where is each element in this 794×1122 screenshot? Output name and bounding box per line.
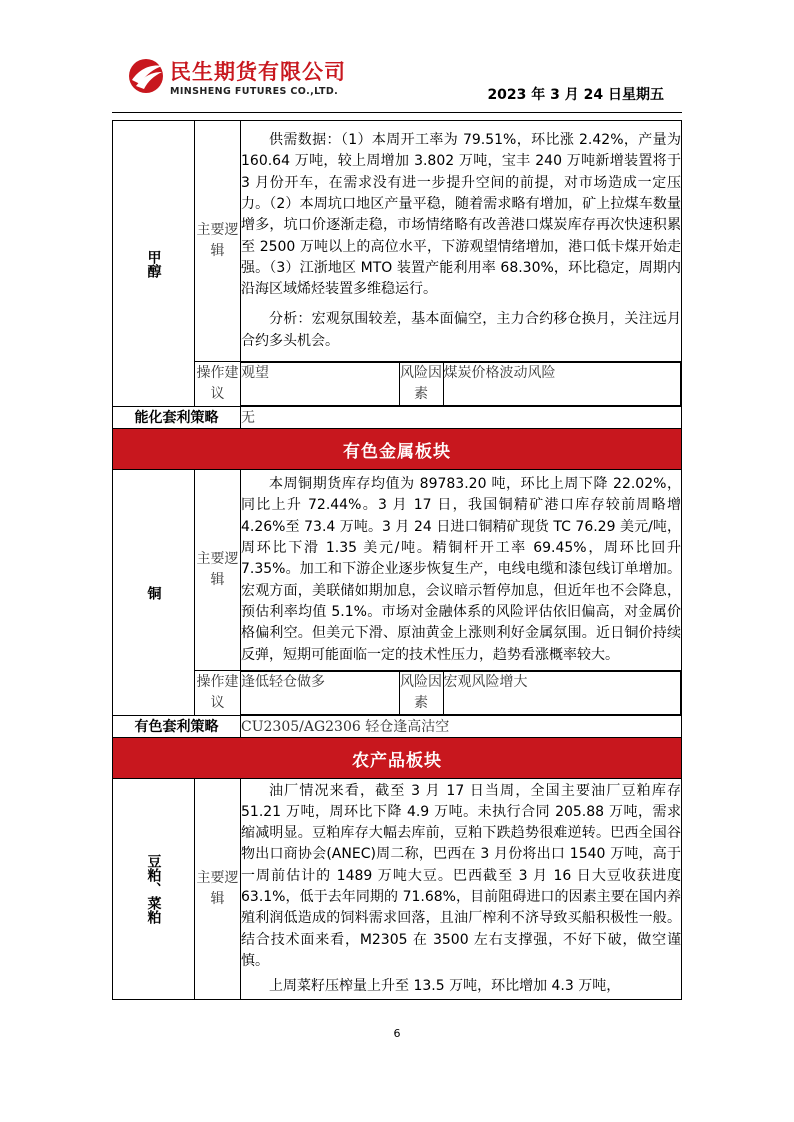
meal-logic-text [241,779,682,1000]
energy-arb-value: 无 [241,407,682,429]
copper-logic-paragraph-1: 本周铜期货库存均值为 89783.20 吨，环比上周下降 22.02%，同比上升 72.44%。3 月 17 日，我国铜精矿港口库存较前周略增 4.26%至 73.4 万吨。3 月 24 日进口铜精矿现货 TC 76.29 美元/吨，周环比下滑 1.35 美元/吨。精铜杆开工率 69.45%，周环比回升 7.35%。加工和下游企业逐步恢复生产，电线电缆和漆包线订单增加。宏观方面，美联储如期加息，会议暗示暂停加息，但近年也不会降息，预估利率均值 5.1%。市场对金融体系的风险评估依旧偏高，对金属价格偏利空。但美元下滑、原油黄金上涨则利好金属氛围。近日铜价持续反弹，短期可能面临一定的技术性压力，趋势看涨概率较大。 [241,476,681,663]
methanol-risk-label: 风险因素 [399,363,443,406]
energy-arb-label: 能化套利策略 [113,407,241,429]
methanol-op-risk-cell [241,362,682,407]
copper-risk-value: 宏观风险增大 [443,672,681,715]
methanol-op-label: 操作建议 [195,362,241,407]
copper-logic-label: 主要逻辑 [195,470,241,671]
section-agri-row [113,738,682,779]
company-name-cn: 民生期货有限公司 [170,60,346,84]
metals-arb-value: CU2305/AG2306 轻仓逢高沽空 [241,716,682,738]
company-name-en: MINSHENG FUTURES CO.,LTD. [170,86,339,97]
methanol-risk-value: 煤炭价格波动风险 [443,363,681,406]
page-number: 6 [393,1027,401,1040]
section-title-metals: 有色金属板块 [113,429,682,470]
copper-logic-row [113,470,682,671]
methanol-logic-label: 主要逻辑 [195,121,241,362]
copper-op-risk-cell [241,671,682,716]
methanol-logic-row [113,121,682,362]
strategy-table [112,120,682,1000]
commodity-name-copper: 铜 [145,585,162,600]
copper-logic-text [241,470,682,671]
meal-logic-row [113,779,682,1000]
methanol-name-cell [113,121,195,407]
minsheng-logo-icon [126,56,166,96]
meal-logic-paragraph-2: 上周菜籽压榨量上升至 13.5 万吨，环比增加 4.3 万吨， [269,978,621,995]
section-title-agri: 农产品板块 [113,738,682,779]
meal-name-cell [113,779,195,1000]
report-date: 2023 年 3 月 24 日星期五 [487,87,664,103]
copper-op-value: 逢低轻仓做多 [241,672,399,715]
copper-operation-row [113,671,682,716]
methanol-logic-text [241,121,682,362]
metals-arbitrage-row [113,716,682,738]
copper-risk-label: 风险因素 [399,672,443,715]
company-logo [126,56,366,106]
methanol-op-value: 观望 [241,363,399,406]
page-header [0,0,794,120]
energy-arbitrage-row [113,407,682,429]
metals-arb-label: 有色套利策略 [113,716,241,738]
commodity-name-methanol: 甲醇 [145,249,162,278]
methanol-logic-paragraph-2: 分析：宏观氛围较差，基本面偏空，主力合约移仓换月，关注远月合约多头机会。 [241,311,681,349]
meal-logic-paragraph-1: 油厂情况来看，截至 3 月 17 日当周，全国主要油厂豆粕库存 51.21 万吨，周环比下降 4.9 万吨。未执行合同 205.88 万吨，需求缩减明显。豆粕库存大幅去库前，豆粕下跌趋势很难逆转。巴西全国谷物出口商协会(ANEC)周二称，巴西在 3 月份将出口 1540 万吨，高于一周前估计的 1489 万吨大豆。巴西截至 3 月 16 日大豆收获进度 63.1%，低于去年同期的 71.68%，目前阻碍进口的因素主要在国内养殖利润低造成的饲料需求回落，且油厂榨利不济导致买船积极性一般。结合技术面来看，M2305 在 3500 左右支撑强，不好下破，做空谨慎。 [241,782,681,969]
methanol-operation-row [113,362,682,407]
copper-name-cell [113,470,195,716]
header-divider [112,112,682,113]
meal-logic-label: 主要逻辑 [195,779,241,1000]
commodity-name-meal: 豆粕、菜粕 [145,854,162,924]
section-metals-row [113,429,682,470]
methanol-logic-paragraph-1: 供需数据：（1）本周开工率为 79.51%，环比涨 2.42%，产量为 160.64 万吨，较上周增加 3.802 万吨，宝丰 240 万吨新增装置将于 3 月份开车，在需求没有进一步提升空间的前提，对市场造成一定压力。（2）本周坑口地区产量平稳，随着需求略有增加，矿上拉煤车数量增多，坑口价逐渐走稳，市场情绪略有改善港口煤炭库存再次快速积累至 2500 万吨以上的高位水平，下游观望情绪增加，港口低卡煤开始走强。（3）江浙地区 MTO 装置产能利用率 68.30%，环比稳定，周期内沿海区域烯烃装置多维稳运行。 [241,132,681,298]
copper-op-label: 操作建议 [195,671,241,716]
